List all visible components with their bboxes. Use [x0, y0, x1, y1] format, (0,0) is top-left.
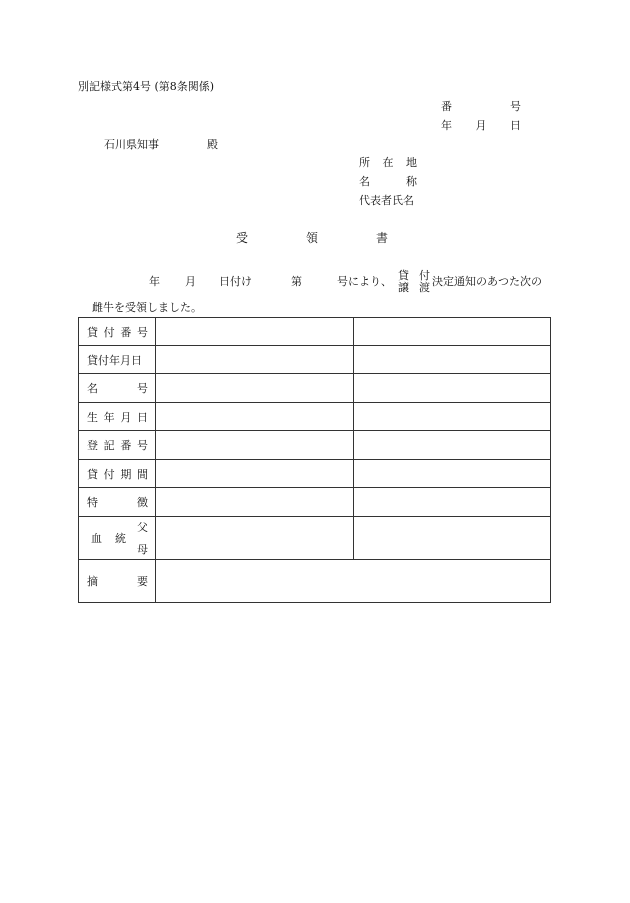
addressee-honorific: 殿	[207, 138, 218, 151]
row-label-char: 年	[103, 410, 115, 424]
bloodline-father-cell[interactable]	[156, 517, 354, 560]
value-cell[interactable]	[156, 346, 354, 374]
number-label-char: 番	[441, 100, 452, 113]
table-row	[79, 488, 551, 517]
row-label-char: 間	[136, 467, 148, 481]
row-label-char: 徴	[137, 496, 148, 509]
date-line	[441, 120, 521, 131]
representative-label: 代表者氏名	[359, 194, 414, 207]
addressee-name: 石川県知事	[104, 138, 159, 151]
value-cell[interactable]	[156, 460, 354, 488]
body-month: 月	[185, 275, 196, 288]
bloodline-mother-cell[interactable]	[354, 517, 551, 560]
value-cell[interactable]	[156, 318, 354, 346]
row-label	[79, 346, 156, 374]
body-number-suffix: 号により、	[337, 275, 392, 288]
row-label-char: 期	[120, 467, 132, 481]
body-choice-char: 付	[419, 269, 430, 282]
value-cell[interactable]	[354, 346, 551, 374]
body-line1-end: 決定通知のあつた次の	[432, 275, 542, 288]
form-title: 別記様式第4号 (第8条関係)	[78, 80, 215, 93]
table-row	[79, 318, 551, 346]
value-cell[interactable]	[156, 403, 354, 431]
table-row	[79, 403, 551, 431]
row-label-char: 月	[120, 410, 132, 424]
table-row-blood	[79, 517, 551, 560]
mother-label: 母	[137, 543, 148, 556]
document-title-char: 領	[305, 231, 318, 245]
body-choice-char: 渡	[419, 281, 430, 294]
row-label-char: 特	[87, 496, 98, 509]
value-cell[interactable]	[156, 488, 354, 517]
row-label-char: 貸	[87, 325, 98, 339]
value-cell[interactable]	[156, 374, 354, 403]
value-cell[interactable]	[354, 403, 551, 431]
receipt-table	[78, 317, 551, 603]
date-day: 日	[510, 119, 521, 132]
body-year: 年	[149, 275, 160, 288]
row-label	[79, 460, 156, 488]
row-label	[79, 318, 156, 346]
row-label-char: 号	[137, 382, 148, 395]
value-cell[interactable]	[354, 318, 551, 346]
row-label-char: 付	[103, 325, 115, 339]
date-year: 年	[441, 119, 452, 132]
bloodline-label-cell	[79, 517, 156, 560]
number-label-char: 号	[510, 100, 521, 113]
row-label-char: 摘	[87, 575, 98, 588]
address-label-char: 在	[382, 156, 394, 169]
document-title-char: 受	[236, 231, 249, 245]
body-line2: 雌牛を受領しました。	[92, 301, 202, 314]
row-label-char: 記	[103, 439, 115, 452]
value-cell[interactable]	[354, 374, 551, 403]
name-label-char: 称	[406, 175, 417, 188]
row-label	[79, 403, 156, 431]
body-date-suffix: 日付け	[219, 275, 252, 288]
row-label	[79, 431, 156, 460]
document-title	[236, 232, 388, 244]
row-label-char: 要	[137, 575, 148, 588]
table-row-remarks	[79, 560, 551, 603]
table-row	[79, 460, 551, 488]
row-label-char: 名	[87, 382, 98, 395]
date-month: 月	[475, 119, 487, 132]
row-label-char: 番	[120, 325, 132, 339]
name-label-char: 名	[359, 175, 370, 188]
value-cell[interactable]	[354, 460, 551, 488]
body-choice-char: 貸	[398, 269, 409, 282]
body-choice-char: 譲	[398, 281, 409, 294]
row-label-char: 日	[136, 410, 148, 424]
row-label	[79, 488, 156, 517]
bloodline-label-char: 血	[91, 532, 102, 545]
row-label	[79, 560, 156, 603]
body-choice-stack-2	[419, 270, 430, 294]
row-label	[79, 374, 156, 403]
row-label-char: 号	[136, 439, 148, 452]
row-label-char: 番	[120, 439, 132, 452]
row-label-char: 付	[103, 467, 115, 481]
address-label-char: 地	[406, 156, 417, 169]
table-row	[79, 346, 551, 374]
name-label	[359, 176, 417, 187]
row-label-text: 貸付年月日	[87, 353, 142, 367]
father-label: 父	[137, 521, 148, 534]
row-label-char: 生	[87, 410, 98, 424]
value-cell[interactable]	[354, 431, 551, 460]
bloodline-label-char: 統	[115, 532, 126, 545]
row-label-char: 登	[87, 439, 98, 452]
address-label-char: 所	[359, 156, 370, 169]
number-line	[441, 101, 521, 112]
body-number-prefix: 第	[291, 275, 302, 288]
document-title-char: 書	[375, 231, 388, 245]
body-choice-stack-1	[398, 270, 409, 294]
value-cell[interactable]	[354, 488, 551, 517]
row-label-char: 号	[136, 325, 148, 339]
remarks-cell[interactable]	[156, 560, 551, 603]
value-cell[interactable]	[156, 431, 354, 460]
table-row	[79, 374, 551, 403]
row-label-char: 貸	[87, 467, 98, 481]
address-label	[359, 157, 417, 168]
table-row	[79, 431, 551, 460]
